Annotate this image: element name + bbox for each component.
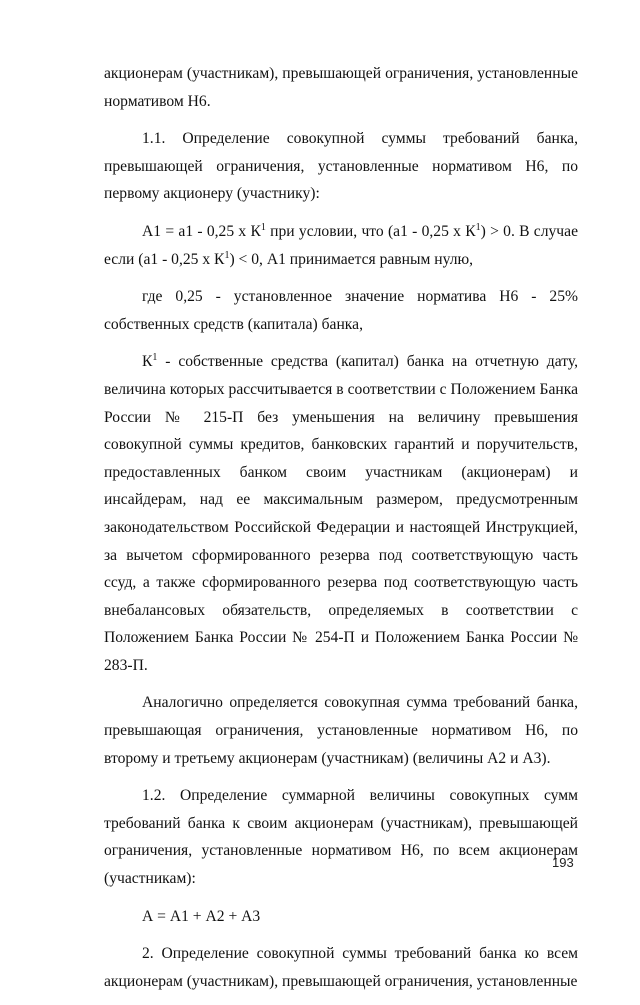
paragraph-1-1-heading: 1.1. Определение совокупной суммы требований банка, превышающей ограничения, установленные нормативом Н6, по первому акционеру (участнику): — [104, 130, 578, 203]
formula-a1-condition: А1 = а1 - 0,25 х $К^1$ при условии, что (а1 - 0,25 х $К^1) > 0$. В случае если (а1 - 0,25 х $К^1) < 0$, А1 принимается равным нулю, — [104, 221, 578, 268]
paragraph-2-heading: 2. Определение совокупной суммы требований банка ко всем акционерам (участникам), превышающей ограничения, установленные — [104, 945, 578, 990]
definition-0-25: где 0,25 - установленное значение норматива Н6 - 25% собственных средств (капитала) банка, — [104, 288, 578, 333]
document-body — [104, 60, 578, 1005]
formula-a-sum: А = А1 + А2 + А3 — [142, 907, 261, 925]
paragraph-1-2-heading: 1.2. Определение суммарной величины совокупных сумм требований банка к своим акционерам (участникам), превышающей ограничения, установленные нормативом Н6, по всем акционерам (участникам): — [104, 787, 578, 888]
paragraph-1: акционерам (участникам), превышающей ограничения, установленные нормативом Н6. — [104, 65, 578, 110]
definition-k1: $К^1$ - собственные средства (капитал) банка на отчетную дату, величина которых рассчитывается в соответствии с Положением Банка России № 215-П без уменьшения на величину превышения совокупной суммы кредитов, банковских гарантий и поручительств, предоставленных банком своим участникам (акционерам) и инсайдерам, над ее максимальным размером, предусмотренным законодательством Российской Федерации и настоящей Инструкцией, за вычетом сформированного резерва под соответствующую часть ссуд, а также сформированного резерва под соответствующую часть внебалансовых обязательств, определяемых в соответствии с Положением Банка России № 254-П и Положением Банка России № 283-П. — [104, 352, 578, 674]
page-number: 193 — [552, 855, 574, 870]
paragraph-analogous: Аналогично определяется совокупная сумма требований банка, превышающая ограничения, установленные нормативом Н6, по второму и третьему акционерам (участникам) (величины А2 и А3). — [104, 694, 578, 767]
